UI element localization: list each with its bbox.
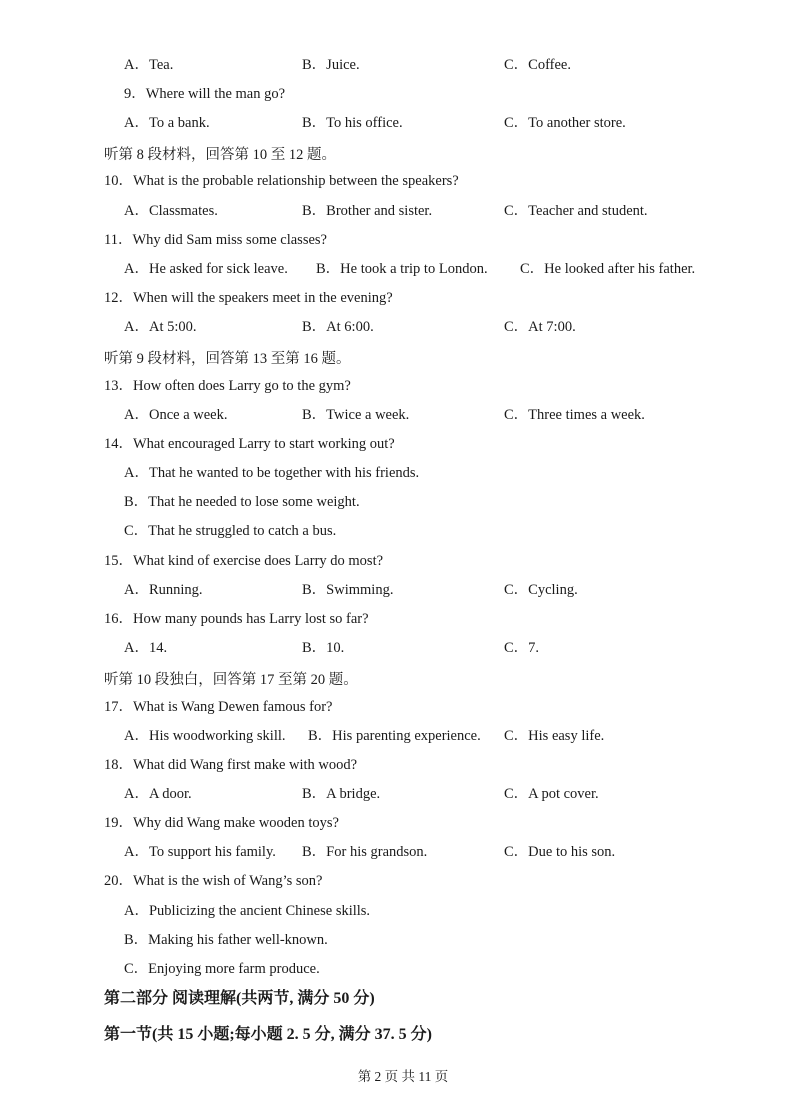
q10-option-b: B．Brother and sister.	[302, 203, 433, 219]
q8-option-b: B．Juice.	[302, 57, 360, 73]
q8-option-a: A．Tea.	[124, 57, 174, 73]
q9-option-b: B．To his office.	[302, 115, 403, 131]
q19-option-b: B．For his grandson.	[302, 844, 428, 860]
q20-option-b: B．Making his father well-known.	[124, 932, 328, 948]
q9-option-c: C．To another store.	[504, 115, 626, 131]
question-14: 14．What encouraged Larry to start working out?	[104, 436, 395, 452]
q15-option-c: C．Cycling.	[504, 582, 578, 598]
q15-option-a: A．Running.	[124, 582, 203, 598]
question-13: 13．How often does Larry go to the gym?	[104, 378, 351, 394]
q11-option-b: B．He took a trip to London.	[316, 261, 488, 277]
q13-option-a: A．Once a week.	[124, 407, 228, 423]
q10-option-a: A．Classmates.	[124, 203, 218, 219]
q14-option-c: C．That he struggled to catch a bus.	[124, 523, 337, 539]
q17-option-b: B．His parenting experience.	[308, 728, 481, 744]
q14-option-a: A．That he wanted to be together with his friends.	[124, 465, 420, 481]
q19-option-c: C．Due to his son.	[504, 844, 616, 860]
q10-option-c: C．Teacher and student.	[504, 203, 648, 219]
q16-option-c: C．7.	[504, 640, 540, 656]
q13-option-b: B．Twice a week.	[302, 407, 410, 423]
question-9: 9．Where will the man go?	[124, 86, 286, 102]
q12-option-a: A．At 5:00.	[124, 319, 197, 335]
q17-option-a: A．His woodworking skill.	[124, 728, 286, 744]
question-19: 19．Why did Wang make wooden toys?	[104, 815, 339, 831]
q14-option-b: B．That he needed to lose some weight.	[124, 494, 360, 510]
q12-option-c: C．At 7:00.	[504, 319, 576, 335]
q12-option-b: B．At 6:00.	[302, 319, 374, 335]
q11-option-c: C．He looked after his father.	[520, 261, 696, 277]
q15-option-b: B．Swimming.	[302, 582, 394, 598]
section-8-instruction: 听第 8 段材料，回答第 10 至 12 题。	[104, 147, 336, 163]
q11-option-a: A．He asked for sick leave.	[124, 261, 288, 277]
question-16: 16．How many pounds has Larry lost so far?	[104, 611, 369, 627]
q16-option-b: B．10.	[302, 640, 345, 656]
part-2-heading: 第二部分 阅读理解(共两节, 满分 50 分)	[104, 990, 375, 1007]
question-15: 15．What kind of exercise does Larry do most?	[104, 553, 384, 569]
page-footer: 第 2 页 共 11 页	[357, 1069, 449, 1084]
q16-option-a: A．14.	[124, 640, 168, 656]
q18-option-a: A．A door.	[124, 786, 192, 802]
q20-option-c: C．Enjoying more farm produce.	[124, 961, 320, 977]
section-9-instruction: 听第 9 段材料，回答第 13 至第 16 题。	[104, 351, 351, 367]
q9-option-a: A．To a bank.	[124, 115, 210, 131]
q8-option-c: C．Coffee.	[504, 57, 571, 73]
question-18: 18．What did Wang first make with wood?	[104, 757, 358, 773]
q13-option-c: C．Three times a week.	[504, 407, 645, 423]
question-20: 20．What is the wish of Wang’s son?	[104, 873, 323, 889]
question-12: 12．When will the speakers meet in the evening?	[104, 290, 393, 306]
q20-option-a: A．Publicizing the ancient Chinese skills.	[124, 903, 371, 919]
section-1-heading: 第一节(共 15 小题;每小题 2. 5 分, 满分 37. 5 分)	[104, 1026, 432, 1043]
q19-option-a: A．To support his family.	[124, 844, 276, 860]
question-17: 17．What is Wang Dewen famous for?	[104, 699, 333, 715]
question-10: 10．What is the probable relationship between the speakers?	[104, 173, 459, 189]
q18-option-c: C．A pot cover.	[504, 786, 599, 802]
q18-option-b: B．A bridge.	[302, 786, 381, 802]
section-10-instruction: 听第 10 段独白，回答第 17 至第 20 题。	[104, 672, 358, 688]
question-11: 11．Why did Sam miss some classes?	[104, 232, 327, 248]
q17-option-c: C．His easy life.	[504, 728, 605, 744]
